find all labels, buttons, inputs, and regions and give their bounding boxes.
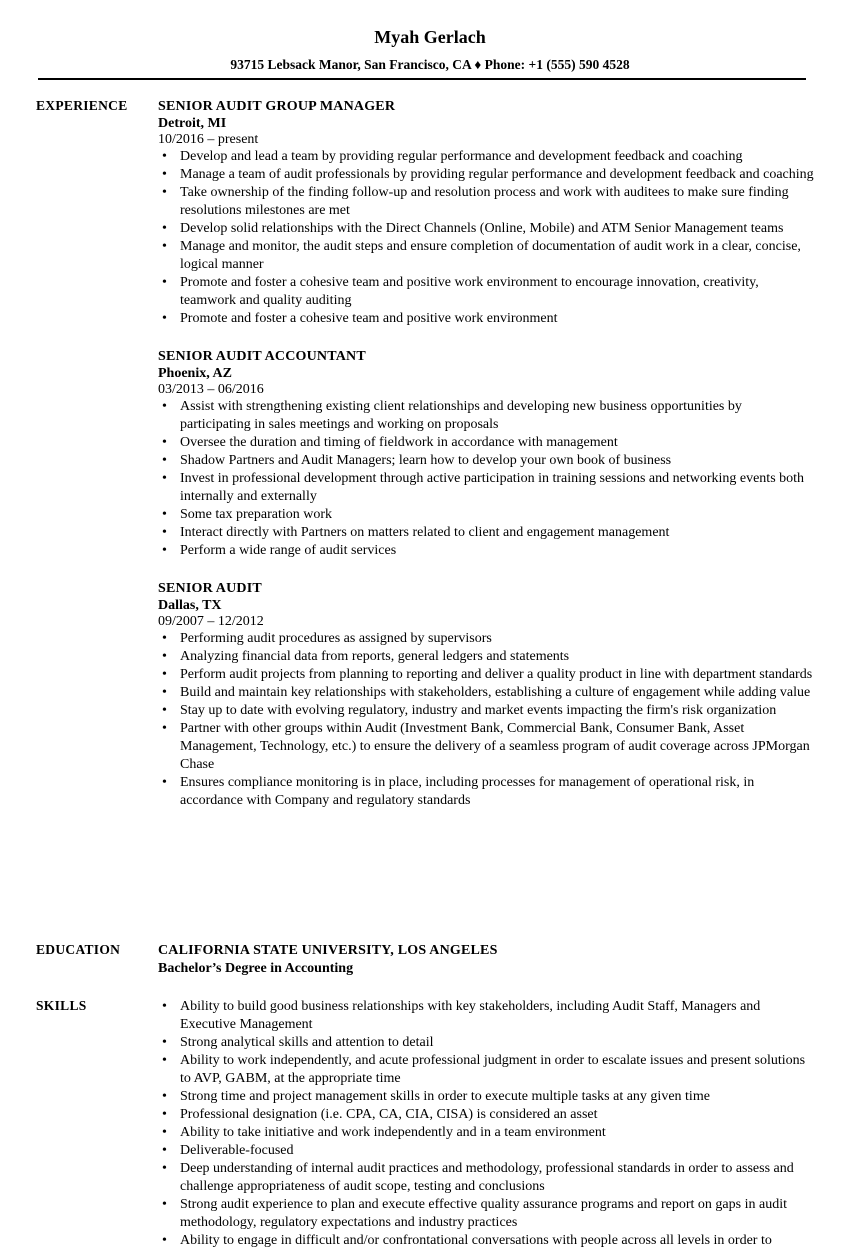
bullet-item: • Some tax preparation work [158,506,816,524]
job-dates: 10/2016 – present [158,132,259,147]
bullet-item: • Build and maintain key relationships with stakeholders, establishing a culture of engagement while adding value [158,684,816,702]
skill-item: • Ability to work independently, and acute professional judgment in order to escalate issues and present solutions to AVP, GABM, at the appropriate time [158,1052,816,1088]
skill-item: • Strong audit experience to plan and execute effective quality assurance programs and report on gaps in audit methodology, regulatory expectations and industry practices [158,1196,816,1232]
bullet-item: • Assist with strengthening existing client relationships and developing new business opportunities by participating in sales meetings and working on proposals [158,398,816,434]
skills-section [36,998,816,1250]
skill-item: • Ability to build good business relationships with key stakeholders, including Audit Staff, Managers and Executive Management [158,998,816,1034]
bullet-item: • Interact directly with Partners on matters related to client and engagement management [158,524,816,542]
experience-heading: EXPERIENCE [36,98,128,113]
experience-body [158,98,816,810]
contact-line: 93715 Lebsack Manor, San Francisco, CA ♦ Phone: +1 (555) 590 4528 [230,57,630,72]
bullet-item: • Partner with other groups within Audit (Investment Bank, Commercial Bank, Consumer Bank, Asset Management, Technology, etc.) to ensure the delivery of a seamless program of audit coverage across JPMorgan Chase [158,720,816,774]
job-location: Detroit, MI [158,116,227,131]
skills-heading: SKILLS [36,998,87,1013]
skill-item: • Professional designation (i.e. CPA, CA, CIA, CISA) is considered an asset [158,1106,816,1124]
bullet-item: • Performing audit procedures as assigned by supervisors [158,630,816,648]
education-body [158,942,816,978]
job-entry [158,580,816,810]
skill-item: • Deep understanding of internal audit practices and methodology, professional standards in order to assess and challenge appropriateness of audit scope, testing and conclusions [158,1160,816,1196]
bullet-item: • Perform a wide range of audit services [158,542,816,560]
bullet-item: • Perform audit projects from planning to reporting and deliver a quality product in line with department standards [158,666,816,684]
bullet-item: • Analyzing financial data from reports, general ledgers and statements [158,648,816,666]
bullet-item: • Shadow Partners and Audit Managers; learn how to develop your own book of business [158,452,816,470]
skill-item: • Ability to engage in difficult and/or confrontational conversations with people across all levels in order to [158,1232,816,1250]
job-bullets [158,148,816,328]
experience-section [36,98,816,830]
education-heading: EDUCATION [36,942,121,957]
bullet-item: • Ensures compliance monitoring is in place, including processes for management of operational risk, in accordance with Company and regulatory standards [158,774,816,810]
skills-body [158,998,816,1250]
bullet-item: • Promote and foster a cohesive team and positive work environment [158,310,816,328]
job-location: Phoenix, AZ [158,366,232,381]
resume-header [0,0,860,73]
job-title: SENIOR AUDIT ACCOUNTANT [158,349,366,364]
skill-item: • Deliverable-focused [158,1142,816,1160]
bullet-item: • Invest in professional development through active participation in training sessions and networking events both internally and externally [158,470,816,506]
candidate-name: Myah Gerlach [374,27,486,47]
education-section [36,942,816,978]
job-dates: 03/2013 – 06/2016 [158,382,264,397]
bullet-item: • Stay up to date with evolving regulatory, industry and market events impacting the firm's risk organization [158,702,816,720]
job-title: SENIOR AUDIT GROUP MANAGER [158,99,396,114]
job-bullets [158,398,816,560]
skill-item: • Strong analytical skills and attention to detail [158,1034,816,1052]
bullet-item: • Take ownership of the finding follow-up and resolution process and work with auditees to make sure finding resolutions milestones are met [158,184,816,220]
bullet-item: • Develop solid relationships with the Direct Channels (Online, Mobile) and ATM Senior Management teams [158,220,816,238]
job-dates: 09/2007 – 12/2012 [158,614,264,629]
school-name: CALIFORNIA STATE UNIVERSITY, LOS ANGELES [158,943,498,958]
degree-name: Bachelor’s Degree in Accounting [158,961,354,976]
bullet-item: • Manage a team of audit professionals by providing regular performance and development feedback and coaching [158,166,816,184]
job-entry [158,98,816,328]
bullet-item: • Promote and foster a cohesive team and positive work environment to encourage innovation, creativity, teamwork and quality auditing [158,274,816,310]
skills-list [158,998,816,1250]
skill-item: • Strong time and project management skills in order to execute multiple tasks at any given time [158,1088,816,1106]
bullet-item: • Develop and lead a team by providing regular performance and development feedback and coaching [158,148,816,166]
job-location: Dallas, TX [158,598,222,613]
job-entry [158,348,816,560]
bullet-item: • Manage and monitor, the audit steps and ensure completion of documentation of audit work in a clear, concise, logical manner [158,238,816,274]
header-divider [38,78,806,80]
job-title: SENIOR AUDIT [158,581,262,596]
skill-item: • Ability to take initiative and work independently and in a team environment [158,1124,816,1142]
bullet-item: • Oversee the duration and timing of fieldwork in accordance with management [158,434,816,452]
job-bullets [158,630,816,810]
